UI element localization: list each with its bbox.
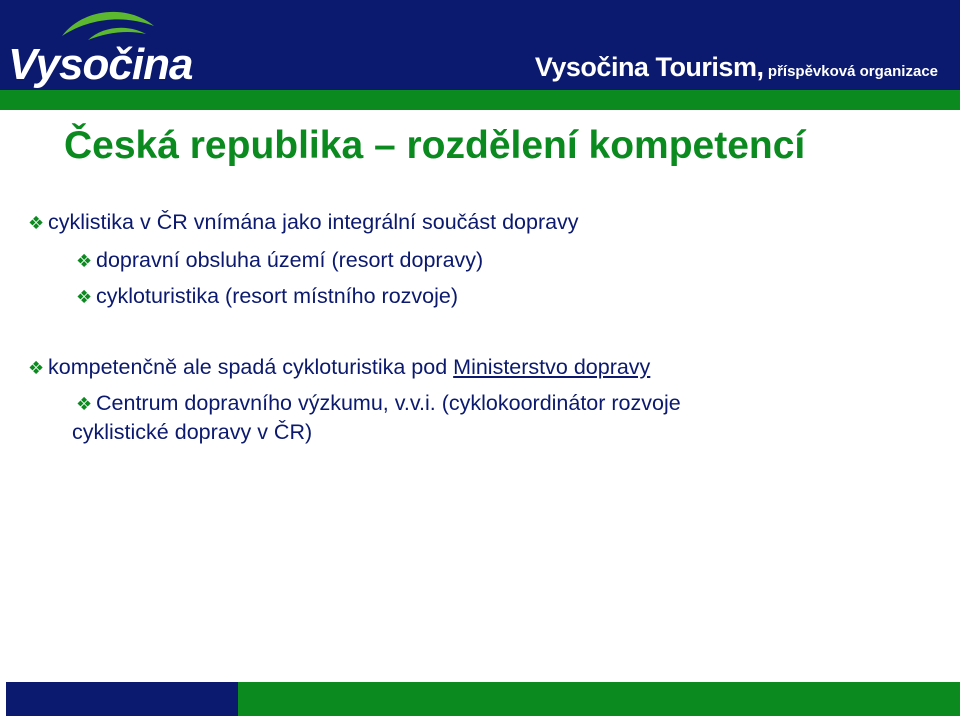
footer-green-bar	[238, 682, 960, 716]
header-green-stripe	[0, 90, 960, 110]
sub-bullet-item	[76, 248, 483, 273]
bullet-text: cyklistika v ČR vnímána jako integrální součást dopravy	[48, 210, 579, 234]
bullet-diamond-icon: ❖	[76, 287, 93, 307]
bullet-text: cykloturistika (resort místního rozvoje)	[96, 284, 459, 308]
bullet-diamond-icon: ❖	[76, 251, 93, 271]
org-main: Vysočina Tourism,	[534, 52, 764, 82]
logo	[0, 0, 193, 90]
bullet-diamond-icon: ❖	[28, 213, 45, 233]
bullet-continuation: cyklistické dopravy v ČR)	[72, 420, 313, 444]
bullet-text: dopravní obsluha území (resort dopravy)	[96, 248, 484, 272]
organization-name	[535, 52, 938, 83]
sub-bullet-item	[76, 284, 458, 309]
bullet-item	[28, 210, 579, 235]
logo-text: Vysočina	[8, 40, 193, 89]
slide-title: Česká republika – rozdělení kompetencí	[64, 124, 806, 167]
org-sub: příspěvková organizace	[767, 63, 938, 80]
bullet-text: kompetenčně ale spadá cykloturistika pod	[48, 355, 454, 379]
sub-bullet-item	[76, 391, 681, 416]
bullet-diamond-icon: ❖	[28, 358, 45, 378]
footer-navy-bar	[6, 682, 238, 716]
ministry-link[interactable]: Ministerstvo dopravy	[453, 355, 651, 379]
bullet-item	[28, 355, 650, 380]
bullet-text: Centrum dopravního výzkumu, v.v.i. (cyklokoordinátor rozvoje	[96, 391, 681, 415]
bullet-diamond-icon: ❖	[76, 394, 93, 414]
